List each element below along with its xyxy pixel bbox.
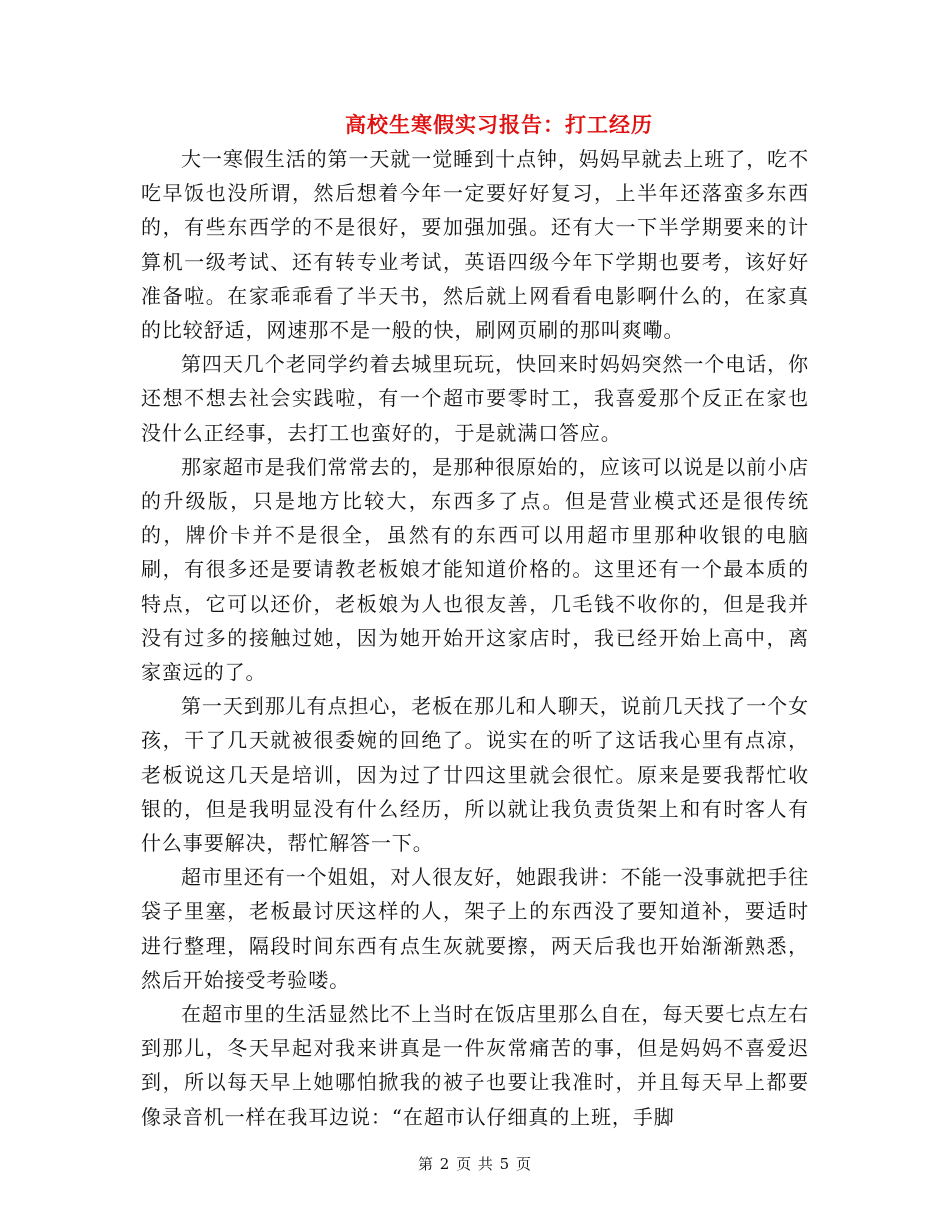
paragraph-1: 大一寒假生活的第一天就一觉睡到十点钟，妈妈早就去上班了，吃不吃早饭也没所谓，然后想着今年一定要好好复习，上半年还落蛮多东西的，有些东西学的不是很好，要加强加强。还有大一下半学期要来的计算机一级考试、还有转专业考试，英语四级今年下学期也要考，该好好准备啦。在家乖乖看了半天书，然后就上网看看电影啊什么的，在家真的比较舒适，网速那不是一般的快，刷网页刷的那叫爽嘞。	[141, 147, 809, 343]
document-body	[141, 142, 809, 1134]
paragraph-3: 那家超市是我们常常去的，是那种很原始的，应该可以说是以前小店的升级版，只是地方比较大，东西多了点。但是营业模式还是很传统的，牌价卡并不是很全，虽然有的东西可以用超市里那种收银的电脑刷，有很多还是要请教老板娘才能知道价格的。这里还有一个最本质的特点，它可以还价，老板娘为人也很友善，几毛钱不收你的，但是我并没有过多的接触过她，因为她开始开这家店时，我已经开始上高中，离家蛮远的了。	[141, 454, 809, 685]
document-title: 高校生寒假实习报告：打工经历	[345, 112, 653, 137]
paragraph-6: 在超市里的生活显然比不上当时在饭店里那么自在，每天要七点左右到那儿，冬天早起对我来讲真是一件灰常痛苦的事，但是妈妈不喜爱迟到，所以每天早上她哪怕掀我的被子也要让我准时，并且每天早上都要像录音机一样在我耳边说：“在超市认仔细真的上班，手脚	[141, 1002, 809, 1129]
paragraph-4: 第一天到那儿有点担心，老板在那儿和人聊天，说前几天找了一个女孩，干了几天就被很委婉的回绝了。说实在的听了这话我心里有点凉，老板说这几天是培训，因为过了廿四这里就会很忙。原来是要我帮忙收银的，但是我明显没有什么经历，所以就让我负责货架上和有时客人有什么事要解决，帮忙解答一下。	[141, 694, 809, 856]
page-footer: 第 2 页 共 5 页	[418, 1155, 532, 1173]
paragraph-2: 第四天几个老同学约着去城里玩玩，快回来时妈妈突然一个电话，你还想不想去社会实践啦，有一个超市要零时工，我喜爱那个反正在家也没什么正经事，去打工也蛮好的，于是就满口答应。	[141, 352, 809, 445]
paragraph-5: 超市里还有一个姐姐，对人很友好，她跟我讲：不能一没事就把手往袋子里塞，老板最讨厌这样的人，架子上的东西没了要知道补，要适时进行整理，隔段时间东西有点生灰就要擦，两天后我也开始渐渐熟悉，然后开始接受考验喽。	[141, 865, 809, 992]
